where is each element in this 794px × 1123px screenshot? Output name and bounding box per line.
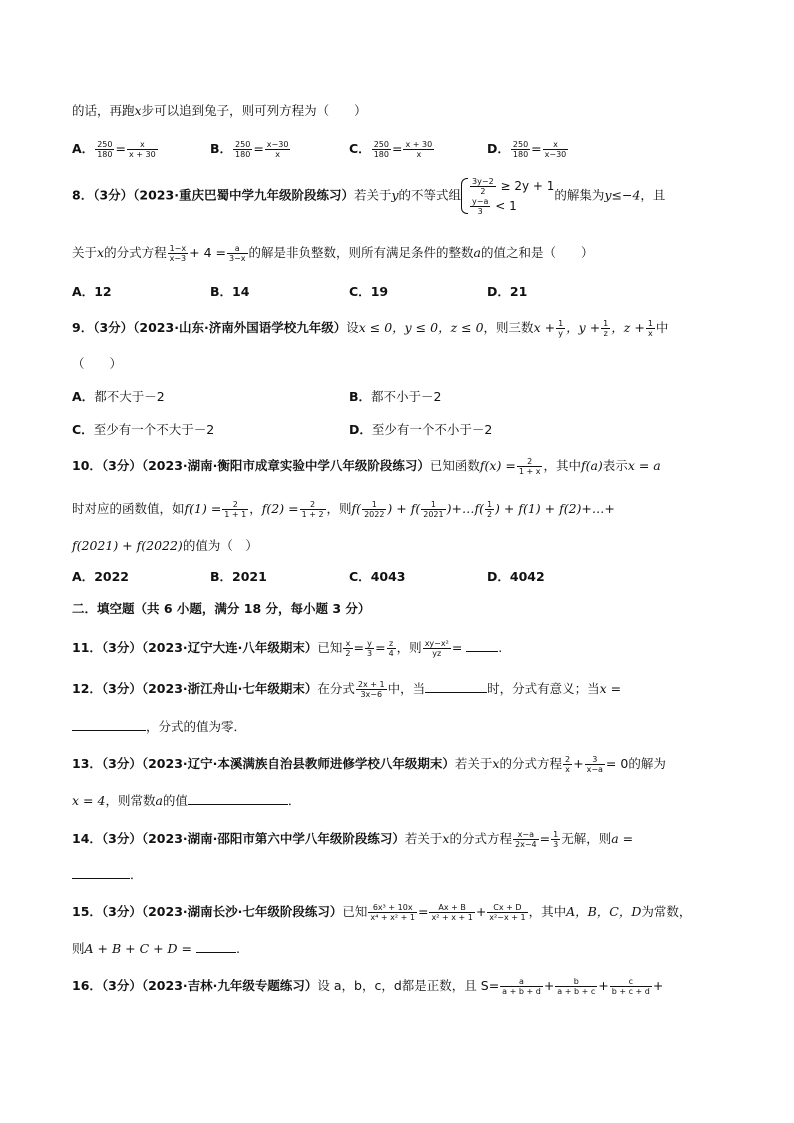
q9-option-b[interactable]: B．都不小于－2 [349,389,442,404]
q10-option-a[interactable]: A．2022 [72,569,129,584]
q8-option-c[interactable]: C．19 [349,284,389,299]
q7-option-d[interactable]: D． $\frac{250}{180}$ = $\frac{x}{x-30}$ [487,140,567,159]
q7-option-c[interactable]: C． $\frac{250}{180}$ = $\frac{x + 30}{x}$ [349,140,433,159]
q9-paren: （ ） [72,356,123,371]
q15-stem: 15．（3分）（2023·湖南长沙·七年级阶段练习）已知 $\frac{\text{6x³ + 10x}}{\text{x⁴ + x² + 1}}$ = $\frac{Ax + B}{\text{x² + x + 1}}$ + $\frac{Cx + D}{\text{x²−x + 1}}$ ，其中A，B，C，D为常数， [72,903,692,922]
q8-source: （2023·重庆巴蜀中学九年级阶段练习） [133,187,354,203]
q16-stem: 16．（3分）（2023·吉林·九年级专题练习）设 a，b，c，d都是正数，且 S= $\frac{a}{a + b + d}$ + $\frac{b}{a + b + c}$ + $\frac{c}{b + c + d}$ + [72,977,664,996]
section-heading-fill-in: 二．填空题（共 6 小题，满分 18 分，每小题 3 分） [72,601,371,616]
q11-stem: 11．（3分）（2023·辽宁大连·八年级期末）已知 $\frac{x}{2}$ = $\frac{y}{3}$ = $\frac{z}{4}$ ，则 $\frac{\text{xy−x²}}{yz}$ = . [72,639,503,658]
q9-option-c[interactable]: C．至少有一个不大于－2 [72,422,215,437]
q10-number: 10． [72,458,102,473]
q15-answer-blank[interactable] [196,940,236,953]
q12-stem: 12．（3分）（2023·浙江舟山·七年级期末）在分式 $\frac{2x + 1}{3x-6}$ 中，当 时，分式有意义；当x = [72,680,622,699]
q11-source: （2023·辽宁大连·八年级期末） [141,640,318,655]
q11-answer-blank[interactable] [466,639,498,652]
q15-source: （2023·湖南长沙·七年级阶段练习） [141,904,343,919]
q7-var: x [134,103,142,118]
q10-option-d[interactable]: D．4042 [487,569,545,584]
q16-source: （2023·吉林·九年级专题练习） [141,978,318,993]
q8-option-a[interactable]: A．12 [72,284,112,299]
q9-stem: 9．（3分）（2023·山东·济南外国语学校九年级）设x ≤ 0，y ≤ 0，z ≤ 0，则三数x + $\frac{1}{y}$ ，y + $\frac{1}{z}$ ，z + $\frac{1}{x}$ 中 [72,319,669,338]
q8-option-d[interactable]: D．21 [487,284,528,299]
q12-source: （2023·浙江舟山·七年级期末） [141,681,318,696]
q10-source: （2023·湖南·衡阳市成章实验中学八年级阶段练习） [141,458,430,473]
q9-source: （2023·山东·济南外国语学校九年级） [133,320,347,335]
q7-option-a[interactable]: A． $\frac{250}{180}$ = $\frac{x}{x + 30}$ [72,140,156,159]
q8-option-b[interactable]: B．14 [210,284,250,299]
q8-inequality-system: $\frac{3y-2}{2}$ ≥ 2y + 1 $\frac{y-a}{3}$ < 1 [461,176,554,216]
q14-source: （2023·湖南·邵阳市第六中学八年级阶段练习） [141,831,405,846]
q10-stem-line-3: f(2021) + f(2022)的值为（ ） [72,538,258,553]
q8-stem-line-2: 关于x的分式方程 $\frac{1-x}{x-3}$ + 4 = $\frac{a}{3-x}$ 的解是非负整数，则所有满足条件的整数a的值之和是（ ） [72,244,594,263]
q12-stem-line-2: ，分式的值为零． [72,718,246,736]
q13-answer-blank[interactable] [188,792,288,805]
q13-stem: 13．（3分）（2023·辽宁·本溪满族自治县教师进修学校八年级期末）若关于x的分式方程 $\frac{2}{x}$ + $\frac{3}{x-a}$ = 0的解为 [72,755,666,774]
q9-option-d[interactable]: D．至少有一个不小于－2 [349,422,493,437]
q9-option-a[interactable]: A．都不大于－2 [72,389,165,404]
q14-stem-line-2: ． [72,866,143,884]
q10-stem-line-2: 时对应的函数值，如f(1) = $\frac{2}{1 + 1}$ ，f(2) = $\frac{2}{1 + 2}$ ，则f( $\frac{1}{2022}$ ) + f( $\frac{1}{2021}$ )+…f( $\frac{1}{2}$ ) + f(1) + f(2)+…+ [72,500,615,519]
q10-option-b[interactable]: B．2021 [210,569,267,584]
q7-option-b[interactable]: B． $\frac{250}{180}$ = $\frac{x-30}{x}$ [210,140,289,159]
q8-number: 8． [72,187,94,203]
q13-source: （2023·辽宁·本溪满族自治县教师进修学校八年级期末） [141,756,455,771]
q7-text: 的话，再跑 [72,103,135,118]
q15-stem-line-2: 则A + B + C + D = . [72,941,240,956]
q14-stem: 14．（3分）（2023·湖南·邵阳市第六中学八年级阶段练习）若关于x的分式方程 $\frac{x-a}{2x-4}$ = $\frac{1}{3}$ 无解，则a = [72,830,634,849]
q10-stem: 10．（3分）（2023·湖南·衡阳市成章实验中学八年级阶段练习）已知函数f(x) = $\frac{2}{1 + x}$ ，其中f(a)表示x = a [72,457,661,476]
q7-text-2: 步可以追到兔子，则可列方程为（ ） [141,103,367,118]
q12-answer-blank-1[interactable] [425,680,487,693]
q14-answer-blank[interactable] [72,866,130,879]
q10-option-c[interactable]: C．4043 [349,569,406,584]
q12-answer-blank-2[interactable] [72,718,146,731]
q9-number: 9． [72,320,94,335]
q8-stem: 8．（3分）（2023·重庆巴蜀中学九年级阶段练习）若关于y的不等式组 $\frac{3y-2}{2}$ ≥ 2y + 1 $\frac{y-a}{3}$ < 1 的解集为y≤−4，且 [72,177,666,216]
q7-continuation [72,102,367,120]
q13-stem-line-2: x = 4，则常数a的值 ． [72,793,301,808]
